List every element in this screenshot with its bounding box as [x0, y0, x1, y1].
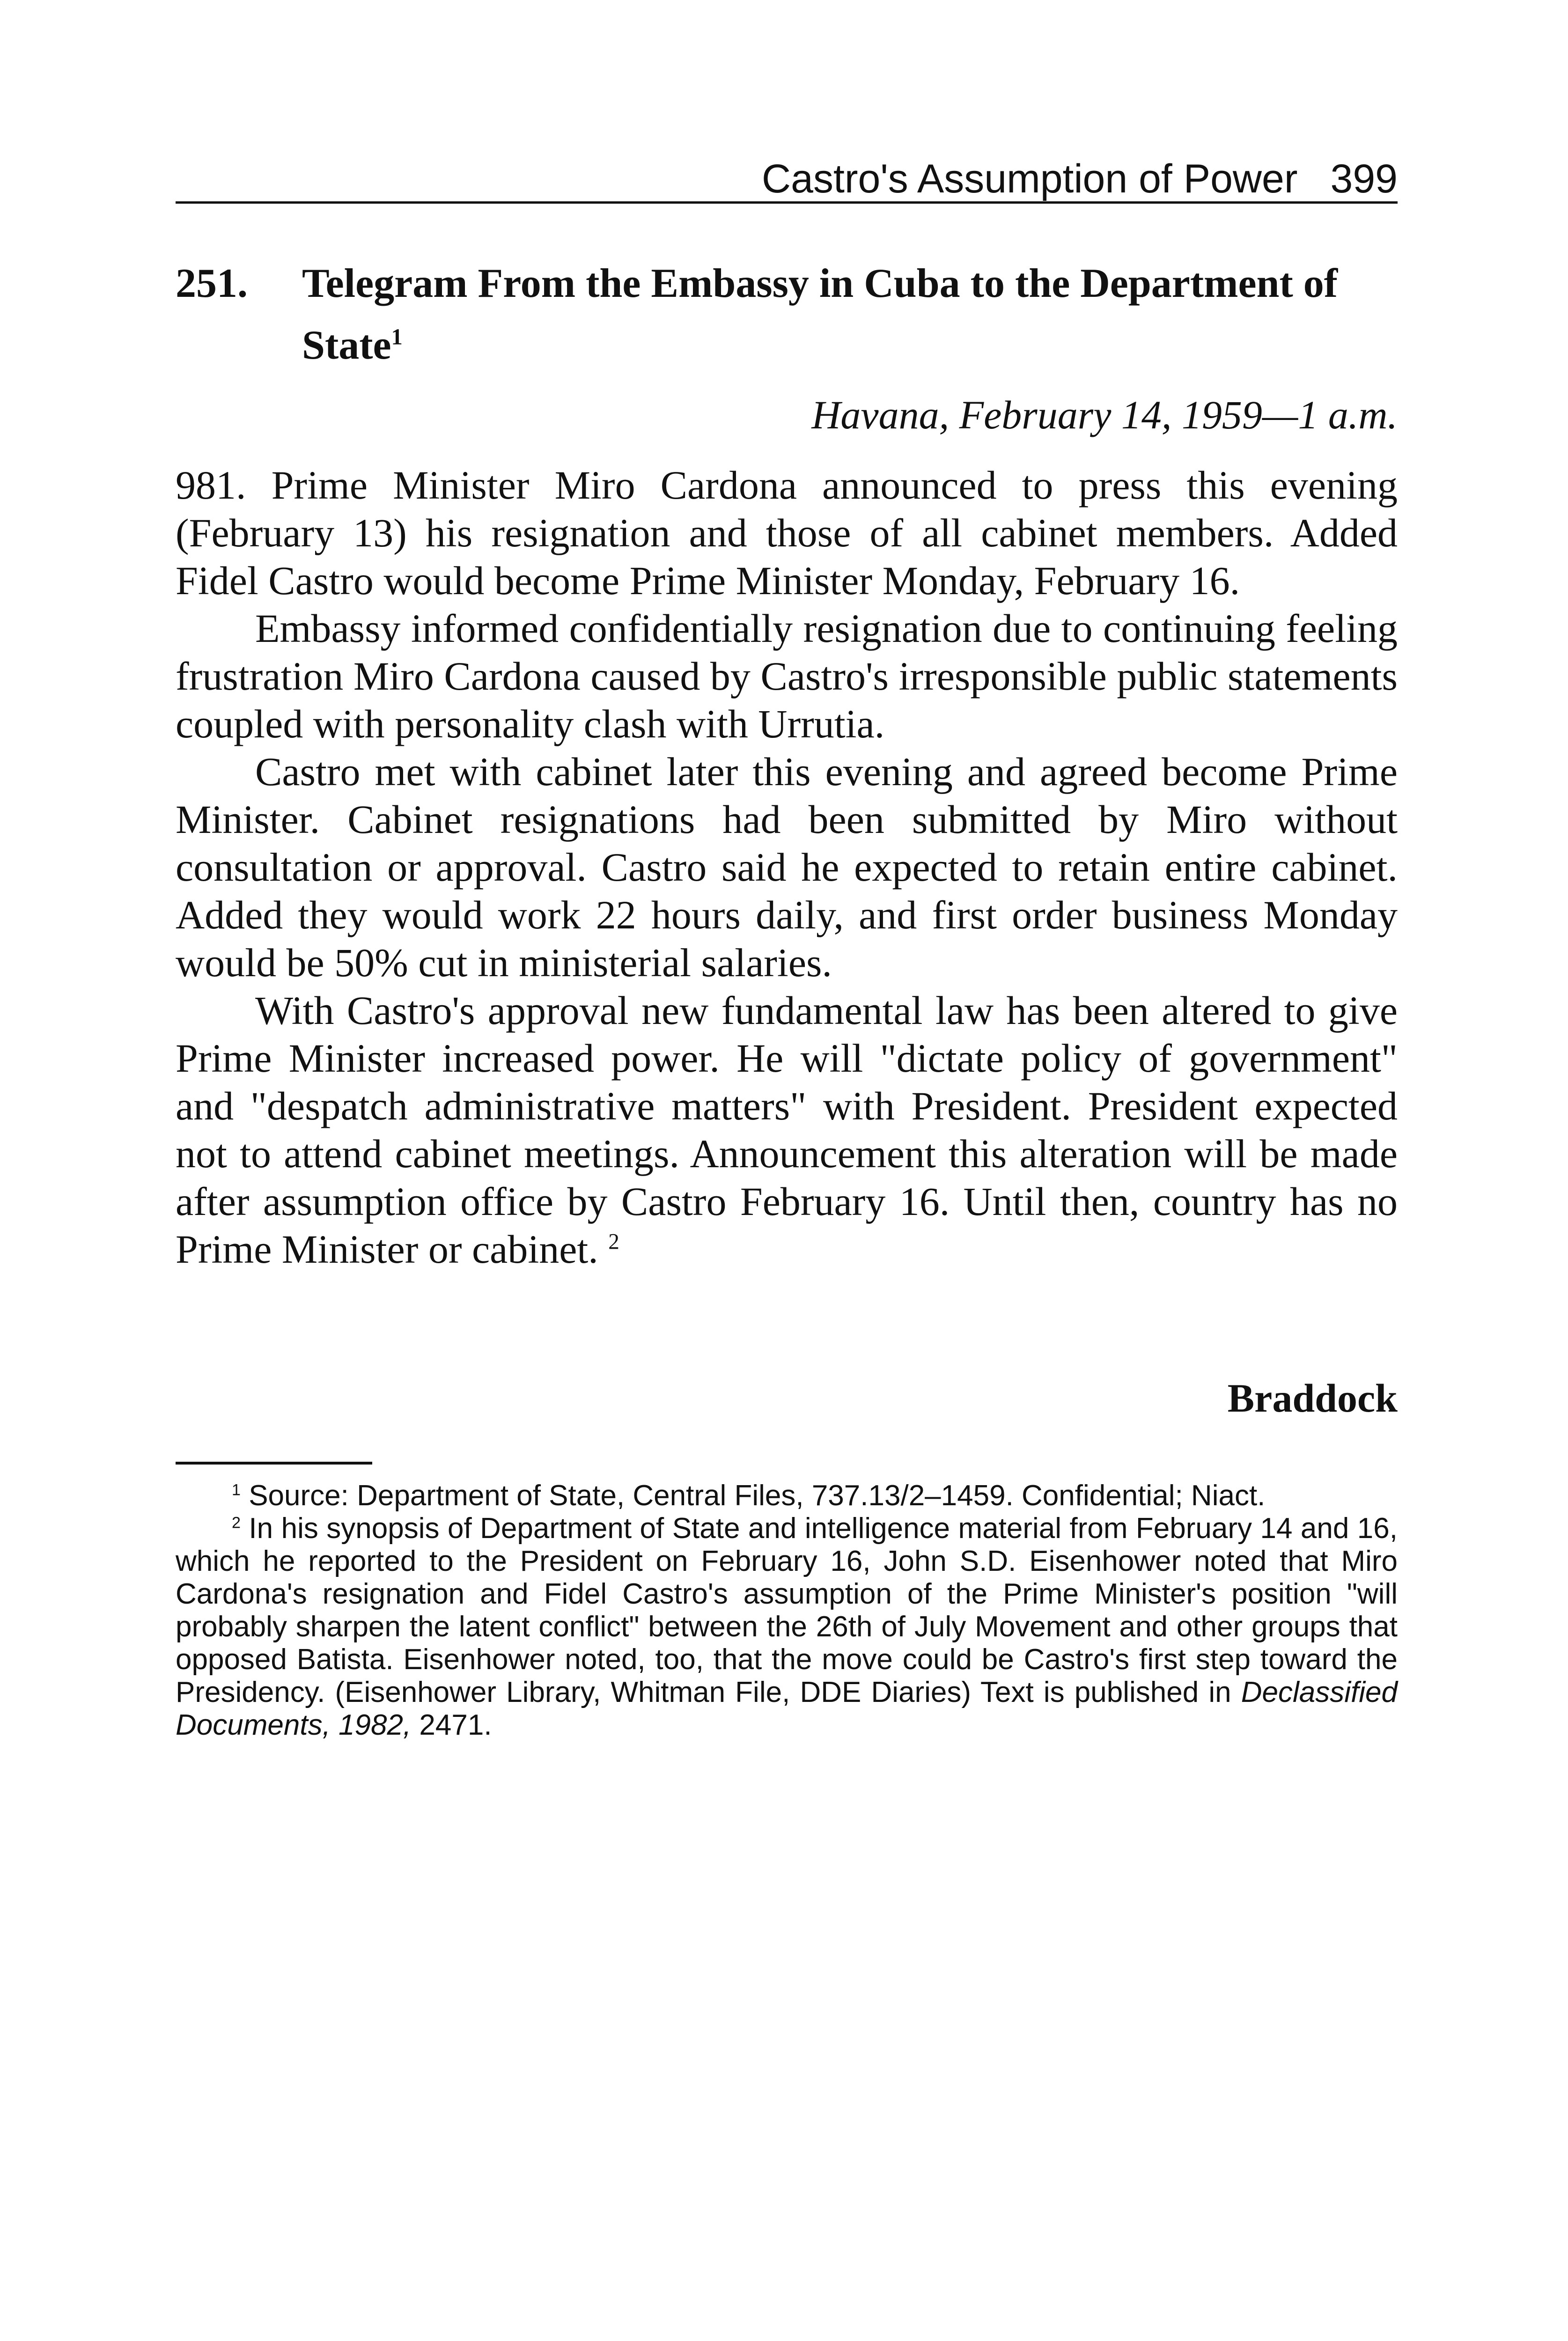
- document-page: [176, 140, 1398, 2341]
- running-head-title: Castro's Assumption of Power: [762, 156, 1298, 201]
- header-rule: [176, 201, 1398, 204]
- footnote-ref-2: 2: [608, 1229, 619, 1254]
- paragraph-4: [176, 986, 1398, 1273]
- telegram-body: [176, 461, 1398, 1273]
- paragraph-4-text: With Castro's approval new fundamental law has been altered to give Prime Minister increased power. He will "dictate policy of government" and "despatch administrative matters" with President. President expected not to attend cabinet meetings. Announcement this alteration will be made after assumption office by Castro February 16. Until then, country has no Prime Minister or cabinet.: [176, 988, 1398, 1272]
- footnote-2-mark: 2: [232, 1514, 241, 1532]
- signature: Braddock: [1227, 1376, 1398, 1421]
- footnote-2-italic-title: Declassified Documents, 1982,: [176, 1676, 1398, 1741]
- paragraph-3: Castro met with cabinet later this evening and agreed become Prime Minister. Cabinet resignations had been submitted by Miro without consultation or approval. Castro said he expected to retain entire cabinet. Added they would work 22 hours daily, and first order business Monday would be 50% cut in ministerial salaries.: [176, 749, 1398, 985]
- footnote-2-tail: 2471.: [419, 1709, 492, 1741]
- footnotes: [176, 1480, 1398, 1742]
- page-number: 399: [1330, 156, 1398, 201]
- running-head: [176, 155, 1398, 202]
- footnote-ref-1: 1: [391, 324, 403, 350]
- document-title: [302, 253, 1393, 376]
- footnote-1: [176, 1480, 1398, 1512]
- footnote-rule: [176, 1462, 372, 1465]
- footnote-2-text: In his synopsis of Department of State and intelligence material from February 14 and 16, which he reported to the President on February 16, John S.D. Eisenhower noted that Miro Cardona's resignation and Fidel Castro's assumption of the Prime Minister's position "will probably sharpen the latent conflict" between the 26th of July Movement and other groups that opposed Batista. Eisenhower noted, too, that the move could be Castro's first step toward the Presidency. (Eisenhower Library, Whitman File, DDE Diaries) Text is published in: [176, 1512, 1398, 1708]
- footnote-1-mark: 1: [232, 1481, 241, 1499]
- footnote-1-text: Source: Department of State, Central Files, 737.13/2–1459. Confidential; Niact.: [249, 1480, 1266, 1512]
- document-title-text: Telegram From the Embassy in Cuba to the Department of State: [302, 261, 1338, 368]
- footnote-2: [176, 1512, 1398, 1742]
- paragraph-2: Embassy informed confidentially resignation due to continuing feeling frustration Miro Cardona caused by Castro's irresponsible public statements coupled with personality clash with Urrutia.: [176, 606, 1398, 746]
- document-number: 251.: [176, 261, 248, 306]
- paragraph-1: 981. Prime Minister Miro Cardona announced to press this evening (February 13) his resignation and those of all cabinet members. Added Fidel Castro would become Prime Minister Monday, February 16.: [176, 463, 1398, 603]
- dateline: Havana, February 14, 1959—1 a.m.: [811, 392, 1398, 437]
